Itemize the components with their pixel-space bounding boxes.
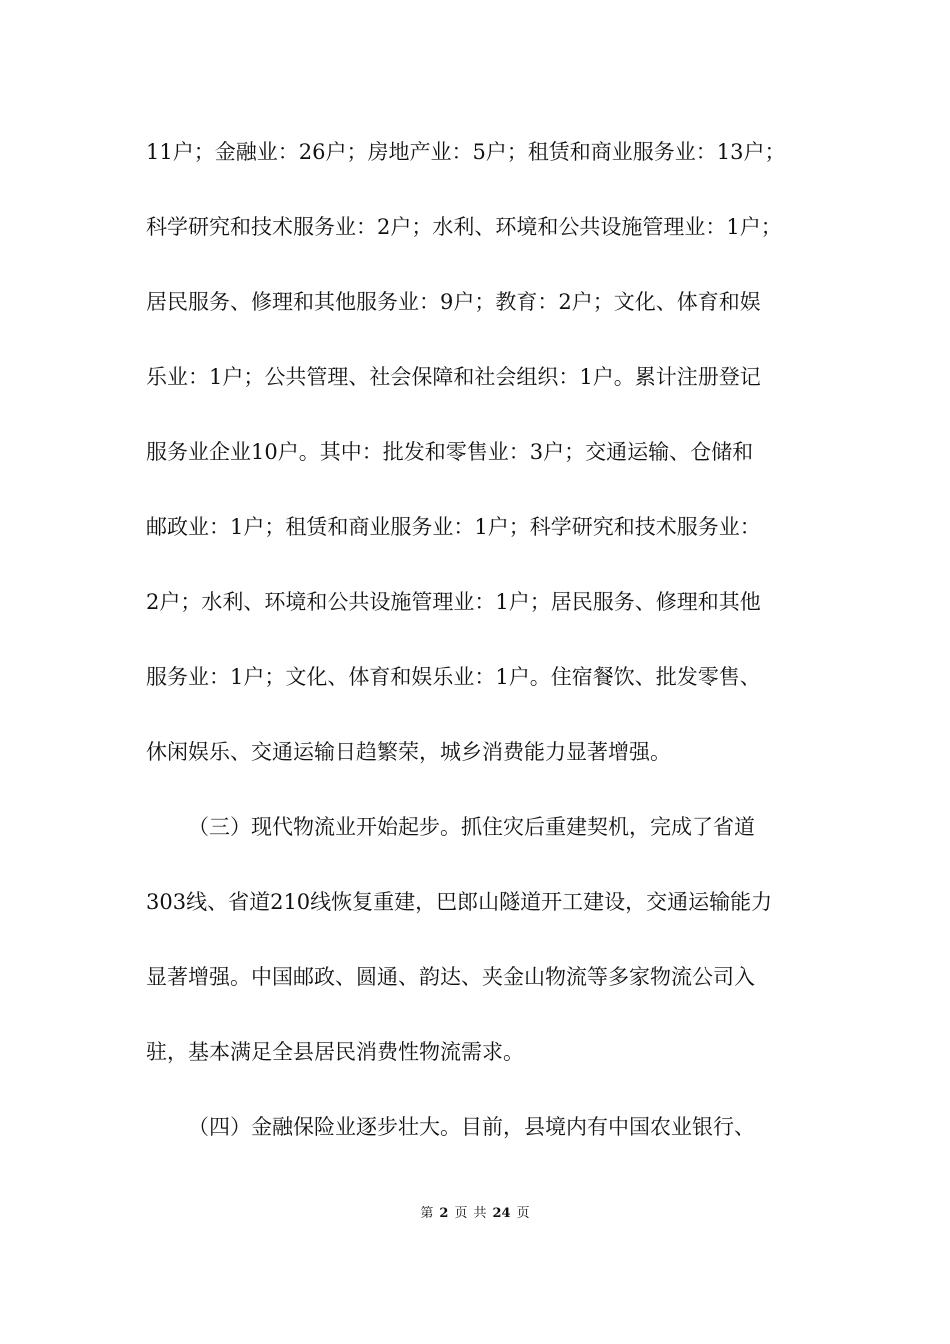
paragraph-three-heading-line: （三）现代物流业开始起步。抓住灾后重建契机，完成了省道: [188, 815, 755, 839]
text-line-4: 乐业：1户；公共管理、社会保障和社会组织：1户。累计注册登记: [146, 365, 761, 389]
text-line-6: 邮政业：1户；租赁和商业服务业：1户；科学研究和技术服务业：: [146, 515, 761, 539]
footer-suffix: 页: [516, 1206, 530, 1221]
footer-total-word: 共: [473, 1206, 487, 1221]
text-line-11: 303线、省道210线恢复重建，巴郎山隧道开工建设，交通运输能力: [146, 890, 773, 914]
footer-page-number: 2: [439, 1206, 449, 1221]
paragraph-four-heading-line: （四）金融保险业逐步壮大。目前，县境内有中国农业银行、: [188, 1115, 755, 1139]
text-line-5: 服务业企业10户。其中：批发和零售业：3户；交通运输、仓储和: [146, 440, 754, 464]
footer-page-word: 页: [454, 1206, 468, 1221]
text-line-7: 2户；水利、环境和公共设施管理业：1户；居民服务、修理和其他: [146, 590, 761, 614]
page-footer: [0, 1205, 950, 1223]
footer-prefix: 第: [420, 1206, 434, 1221]
footer-total-pages: 24: [492, 1206, 511, 1221]
text-line-12: 显著增强。中国邮政、圆通、韵达、夹金山物流等多家物流公司入: [146, 965, 755, 989]
text-line-2: 科学研究和技术服务业：2户；水利、环境和公共设施管理业：1户；: [146, 215, 782, 239]
text-line-1: 11户；金融业：26户；房地产业：5户；租赁和商业服务业：13户；: [146, 140, 786, 164]
text-line-13: 驻，基本满足全县居民消费性物流需求。: [146, 1040, 524, 1064]
text-line-9: 休闲娱乐、交通运输日趋繁荣，城乡消费能力显著增强。: [146, 740, 671, 764]
text-line-3: 居民服务、修理和其他服务业：9户；教育：2户；文化、体育和娱: [146, 290, 761, 314]
text-line-8: 服务业：1户；文化、体育和娱乐业：1户。住宿餐饮、批发零售、: [146, 665, 761, 689]
